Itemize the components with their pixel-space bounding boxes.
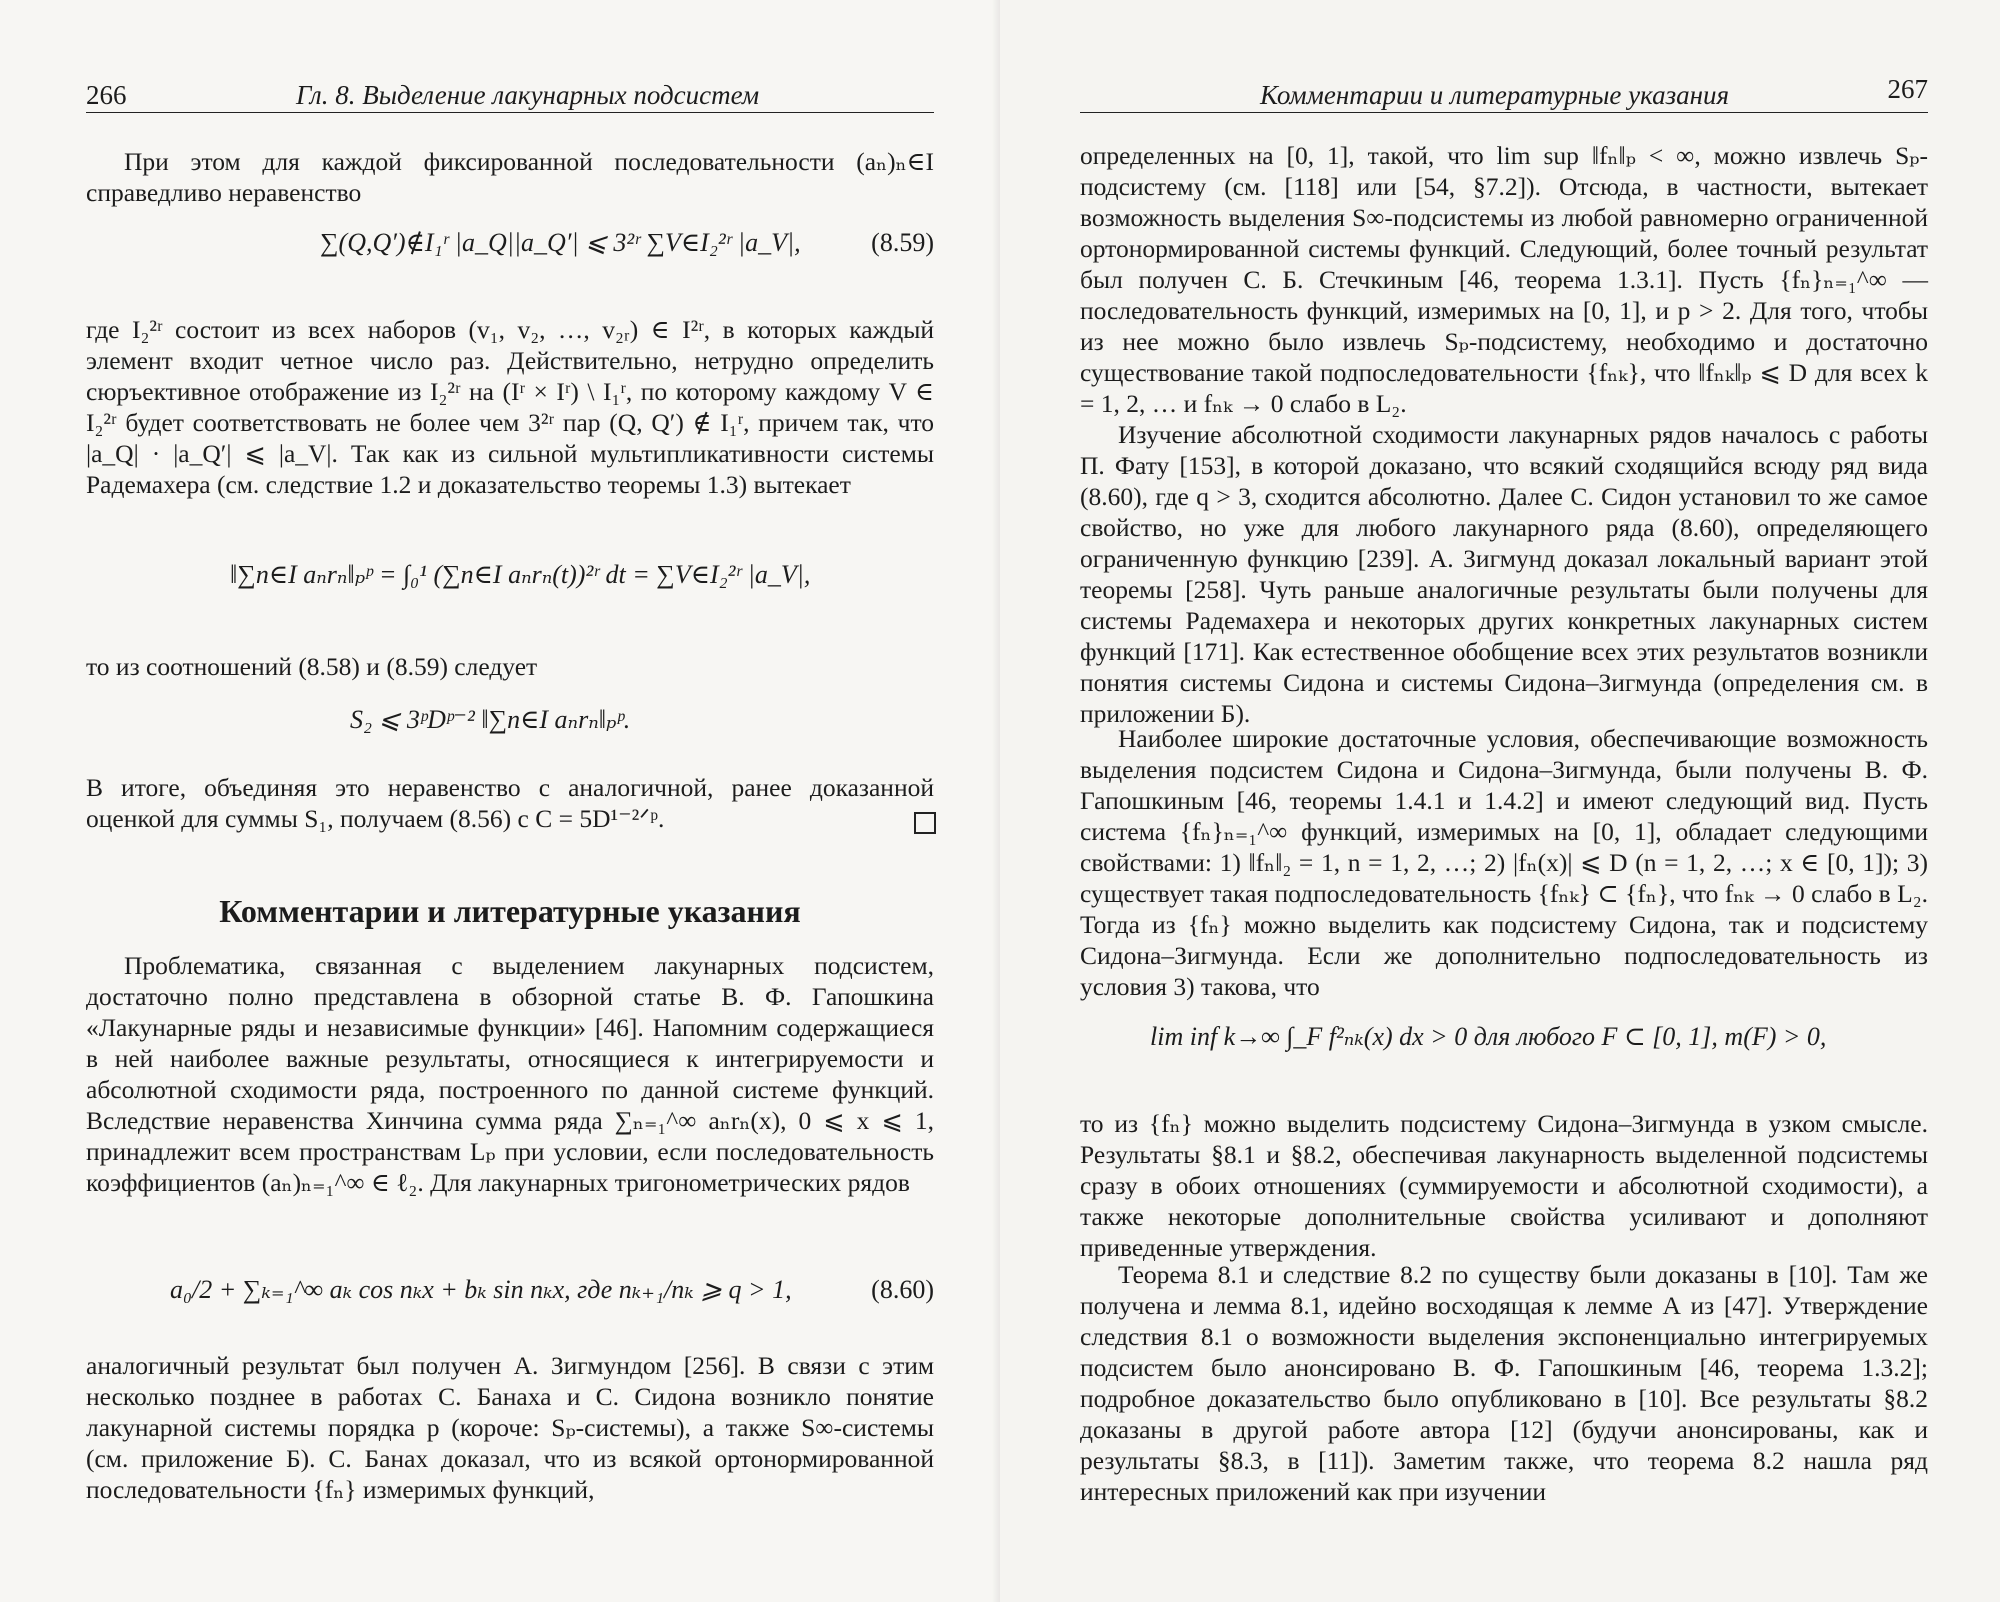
paragraph-4 [86,772,934,834]
running-title-left: Гл. 8. Выделение лакунарных подсистем [296,80,760,110]
equation-liminf: lim inf k→∞ ∫_F f²ₙₖ(x) dx > 0 для любого F ⊂ [0, 1], m(F) > 0, [1150,1022,1827,1051]
paragraph-6 [86,1350,934,1505]
right-paragraph-1-text: определенных на [0, 1], такой, что lim sup ‖fₙ‖ₚ < ∞, можно извлечь Sₚ-подсистему (см. [118] или [54, §7.2]). Отсюда, в частности, вытекает возможность выделения S∞-подсистемы из любой равномерно ограниченной ортонормированной системы функций. Следующий, более точный результат был получен С. Б. Стечкиным [46, теорема 1.3.1]. Пусть {fₙ}ₙ₌₁^∞ — последовательность функций, измеримых на [0, 1], и p > 2. Для того, чтобы из нее можно было извлечь Sₚ-подсистему, необходимо и достаточно существование такой подпоследовательности {fₙₖ}, что ‖fₙₖ‖ₚ ⩽ D для всех k = 1, 2, … и fₙₖ → 0 слабо в L₂. [1080,141,1928,418]
paragraph-2-text: где I₂²ʳ состоит из всех наборов (v₁, v₂, …, v₂ᵣ) ∈ I²ʳ, в которых каждый элемент входит четное число раз. Действительно, нетрудно определить сюръективное отображение из I₂²ʳ на (Iʳ × Iʳ) \ I₁ʳ, по которому каждому V ∈ I₂²ʳ будет соответствовать не более чем 3²ʳ пар (Q, Q′) ∉ I₁ʳ, причем так, что |a_Q| · |a_Q′| ⩽ |a_V|. Так как из сильной мультипликативности системы Радемахера (см. следствие 1.2 и доказательство теоремы 1.3) вытекает [86,315,934,499]
paragraph-2 [86,314,934,500]
paragraph-4-text: В итоге, объединяя это неравенство с аналогичной, ранее доказанной оценкой для суммы S₁, получаем (8.56) с C = 5D¹⁻²ᐟᵖ. [86,773,934,833]
qed-square-icon [914,812,936,834]
running-title-right: Комментарии и литературные указания [1260,80,1730,110]
equation-8-59: ∑(Q,Q′)∉I₁ʳ |a_Q||a_Q′| ⩽ 3²ʳ ∑V∈I₂²ʳ |a_V|, [320,228,801,257]
right-paragraph-2 [1080,419,1928,729]
right-paragraph-4 [1080,1108,1928,1263]
paragraph-1 [86,146,934,208]
equation-norm: ‖∑n∈I aₙrₙ‖ₚᵖ = ∫₀¹ (∑n∈I aₙrₙ(t))²ʳ dt = ∑V∈I₂²ʳ |a_V|, [230,560,811,589]
paragraph-5-text: Проблематика, связанная с выделением лакунарных подсистем, достаточно полно представлена в обзорной статье В. Ф. Гапошкина «Лакунарные ряды и независимые функции» [46]. Напомним содержащиеся в ней наиболее важные результаты, относящиеся к интегрируемости и абсолютной сходимости ряда, построенного по данной системе функций. Вследствие неравенства Хинчина сумма ряда ∑ₙ₌₁^∞ aₙrₙ(x), 0 ⩽ x ⩽ 1, принадлежит всем пространствам Lₚ при условии, если последовательность коэффициентов (aₙ)ₙ₌₁^∞ ∈ ℓ₂. Для лакунарных тригонометрических рядов [86,951,934,1197]
right-paragraph-1 [1080,140,1928,419]
equation-8-60: a₀/2 + ∑ₖ₌₁^∞ aₖ cos nₖx + bₖ sin nₖx, где nₖ₊₁/nₖ ⩾ q > 1, [170,1275,792,1304]
right-paragraph-3 [1080,723,1928,1002]
right-paragraph-2-text: Изучение абсолютной сходимости лакунарных рядов началось с работы П. Фату [153], в которой доказано, что всякий сходящийся всюду ряд вида (8.60), где q > 3, сходится абсолютно. Далее С. Сидон установил то же самое свойство, но уже для любого лакунарного ряда (8.60), определяющего ограниченную функцию [239]. А. Зигмунд доказал локальный вариант этой теоремы [258]. Чуть раньше аналогичные результаты были получены для системы Радемахера и некоторых других конкретных лакунарных систем функций [171]. Как естественное обобщение всех этих результатов возникли понятия системы Сидона и системы Сидона–Зигмунда (определения см. в приложении Б). [1080,420,1928,728]
right-paragraph-4-text: то из {fₙ} можно выделить подсистему Сидона–Зигмунда в узком смысле. Результаты §8.1 и §8.2, обеспечивая лакунарность выделенной подсистемы сразу в обоих отношениях (суммируемости и абсолютной сходимости), а также некоторые дополнительные свойства усиливают и дополняют приведенные утверждения. [1080,1109,1928,1262]
equation-number-8-60: (8.60) [871,1275,934,1304]
right-paragraph-5 [1080,1259,1928,1507]
equation-s2: S₂ ⩽ 3ᵖDᵖ⁻² ‖∑n∈I aₙrₙ‖ₚᵖ. [350,705,631,734]
paragraph-6-text: аналогичный результат был получен А. Зигмундом [256]. В связи с этим несколько позднее в работах С. Банаха и С. Сидона возникло понятие лакунарной системы порядка p (короче: Sₚ-системы), а также S∞-системы (см. приложение Б). С. Банах доказал, что из всякой ортонормированной последовательности {fₙ} измеримых функций, [86,1351,934,1504]
right-page [1000,0,2000,1602]
right-paragraph-5-text: Теорема 8.1 и следствие 8.2 по существу были доказаны в [10]. Там же получена и лемма 8.1, идейно восходящая к лемме А из [47]. Утверждение следствия 8.1 о возможности выделения экспоненциально интегрируемых подсистем было анонсировано В. Ф. Гапошкиным [46, теорема 1.3.2]; подробное доказательство было опубликовано в [10]. Все результаты §8.2 доказаны в другой работе автора [12] (будучи анонсированы, как и результаты §8.3, в [11]). Заметим также, что теорема 8.2 нашла ряд интересных приложений как при изучении [1080,1260,1928,1506]
section-heading: Комментарии и литературные указания [219,893,801,929]
running-head-right [1080,76,1928,113]
page-number-right: 267 [1887,74,1928,104]
paragraph-1-text: При этом для каждой фиксированной последовательности (aₙ)ₙ∈I справедливо неравенство [86,147,934,207]
running-head-left [86,76,934,113]
equation-number-8-59: (8.59) [871,228,934,257]
page-number-left: 266 [86,80,127,110]
right-paragraph-3-text: Наиболее широкие достаточные условия, обеспечивающие возможность выделения подсистем Сидона и Сидона–Зигмунда, были получены В. Ф. Гапошкиным [46, теоремы 1.4.1 и 1.4.2] и имеют следующий вид. Пусть система {fₙ}ₙ₌₁^∞ функций, измеримых на [0, 1], обладает следующими свойствами: 1) ‖fₙ‖₂ = 1, n = 1, 2, …; 2) |fₙ(x)| ⩽ D (n = 1, 2, …; x ∈ [0, 1]); 3) существует такая подпоследовательность {fₙₖ} ⊂ {fₙ}, что fₙₖ → 0 слабо в L₂. Тогда из {fₙ} можно выделить как подсистему Сидона, так и подсистему Сидона–Зигмунда. Если же дополнительно подпоследовательность из условия 3) такова, что [1080,724,1928,1001]
paragraph-3 [86,651,934,682]
paragraph-3-text: то из соотношений (8.58) и (8.59) следует [86,652,538,681]
paragraph-5 [86,950,934,1198]
